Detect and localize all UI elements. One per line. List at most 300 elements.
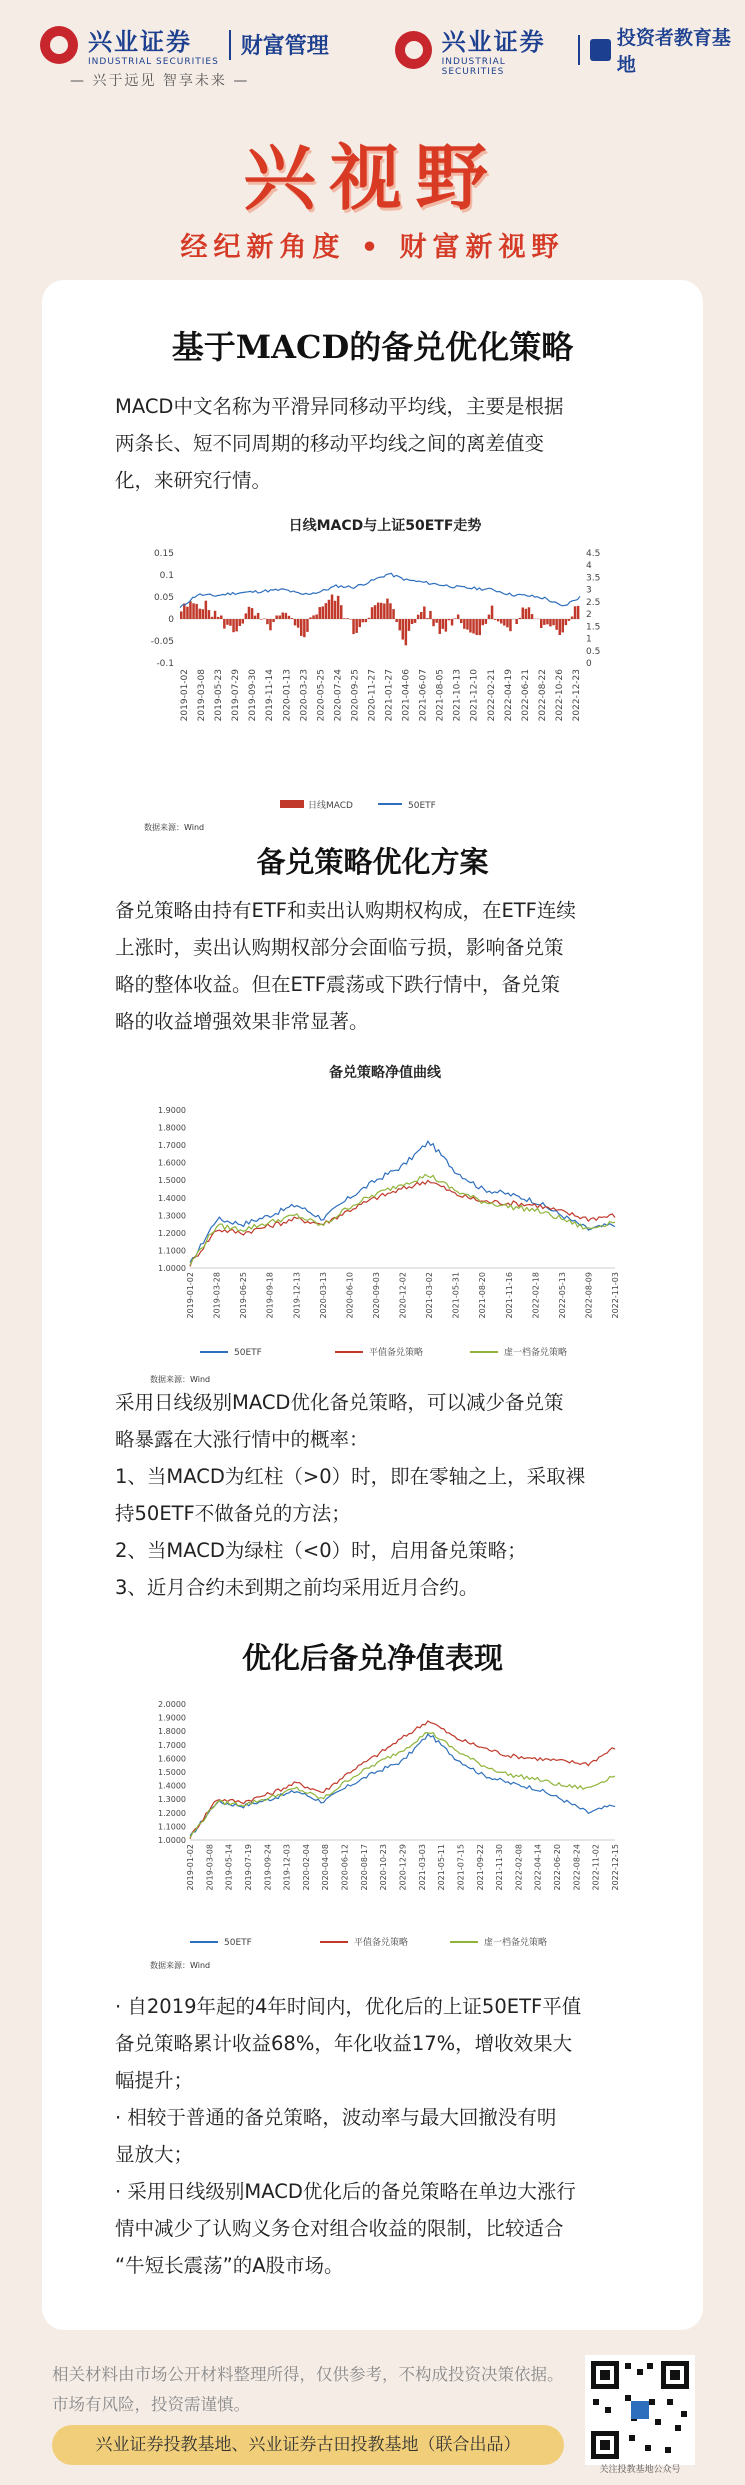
macd-bar bbox=[515, 619, 518, 624]
macd-bar bbox=[482, 619, 485, 625]
x-tick-label: 2021-03-03 bbox=[417, 1844, 427, 1891]
macd-bar bbox=[346, 618, 349, 619]
x-tick bbox=[367, 669, 377, 721]
macd-bar bbox=[451, 619, 454, 626]
macd-bar bbox=[220, 616, 223, 620]
x-tick bbox=[319, 1272, 328, 1319]
chart-title: 日线MACD与上证50ETF走势 bbox=[288, 518, 482, 534]
performance-line: 情中减少了认购义务仓对组合收益的限制，比较适合 bbox=[115, 2217, 564, 2240]
y-tick-label: 1.4000 bbox=[158, 1193, 186, 1203]
method-line: 持50ETF不做备兑的方法； bbox=[115, 1502, 351, 1525]
x-tick-label: 2021-01-27 bbox=[384, 669, 395, 722]
macd-bar bbox=[285, 613, 288, 619]
macd-bar bbox=[377, 603, 380, 619]
x-tick bbox=[505, 1272, 514, 1319]
macd-bar bbox=[257, 613, 260, 619]
macd-bar bbox=[374, 605, 377, 619]
education-icon bbox=[590, 39, 611, 61]
series-line-1 bbox=[190, 1721, 615, 1839]
x-tick bbox=[299, 669, 309, 721]
x-tick-label: 2019-05-23 bbox=[214, 669, 225, 722]
macd-bar bbox=[519, 618, 522, 619]
brand-sub: 投资者教育基地 bbox=[616, 26, 731, 76]
x-tick-label: 2020-10-23 bbox=[379, 1844, 389, 1891]
x-tick bbox=[263, 1844, 272, 1891]
macd-bar bbox=[466, 619, 469, 630]
macd-bar bbox=[315, 615, 318, 620]
series-line-0 bbox=[190, 1141, 615, 1262]
macd-bar bbox=[282, 613, 285, 620]
macd-bar bbox=[408, 619, 411, 631]
macd-bar bbox=[275, 616, 278, 620]
legend-label: 50ETF bbox=[234, 1348, 262, 1358]
left-tick-label: -0.05 bbox=[150, 637, 174, 647]
macd-bar bbox=[266, 619, 269, 624]
section-title-performance: 优化后备兑净值表现 bbox=[241, 1641, 503, 1675]
macd-bar bbox=[568, 619, 571, 621]
intro-paragraph bbox=[115, 388, 643, 499]
series-line-2 bbox=[190, 1733, 615, 1838]
intro-line: MACD中文名称为平滑异同移动平均线，主要是根据 bbox=[115, 395, 564, 418]
macd-bar bbox=[217, 617, 220, 619]
x-tick-label: 2019-03-08 bbox=[197, 669, 208, 722]
x-tick bbox=[213, 1272, 222, 1319]
macd-bar bbox=[485, 619, 488, 624]
x-tick-label: 2019-12-03 bbox=[282, 1844, 292, 1891]
x-tick bbox=[452, 1272, 461, 1319]
brand-mark-icon bbox=[395, 31, 432, 69]
x-tick-label: 2022-04-14 bbox=[533, 1844, 543, 1891]
brand-logo-right bbox=[395, 22, 745, 77]
x-tick bbox=[419, 669, 429, 721]
x-tick-label: 2019-03-28 bbox=[212, 1272, 222, 1319]
x-tick bbox=[292, 1272, 301, 1319]
macd-bar bbox=[226, 619, 229, 625]
macd-bar bbox=[229, 619, 232, 626]
x-tick-label: 2021-03-02 bbox=[425, 1272, 435, 1319]
x-tick bbox=[316, 669, 326, 721]
y-tick-label: 2.0000 bbox=[158, 1700, 186, 1709]
x-tick-label: 2019-11-14 bbox=[265, 669, 276, 722]
macd-bar bbox=[309, 617, 312, 619]
macd-bar bbox=[546, 619, 549, 624]
plan-line: 上涨时，卖出认购期权部分会面临亏损，影响备兑策 bbox=[115, 936, 564, 959]
macd-bar bbox=[528, 607, 531, 619]
intro-line: 两条长、短不同周期的移动平均线之间的离差值变 bbox=[115, 432, 545, 455]
method-line: 3、近月合约未到期之前均采用近月合约。 bbox=[115, 1576, 479, 1599]
x-tick bbox=[437, 1844, 446, 1891]
y-tick-label: 1.8000 bbox=[158, 1123, 186, 1133]
brand-name-en: INDUSTRIAL SECURITIES bbox=[88, 57, 219, 67]
macd-bar bbox=[303, 619, 306, 637]
x-tick-label: 2022-02-18 bbox=[531, 1272, 541, 1319]
x-tick-label: 2021-08-05 bbox=[435, 669, 446, 722]
brand-name: 兴业证券 bbox=[441, 28, 546, 56]
x-tick-label: 2020-02-04 bbox=[301, 1844, 311, 1891]
macd-bar bbox=[297, 619, 300, 628]
x-tick-label: 2020-09-25 bbox=[350, 669, 361, 722]
x-tick bbox=[379, 1844, 388, 1891]
plan-paragraph bbox=[115, 892, 643, 1040]
x-tick-label: 2022-08-22 bbox=[537, 669, 548, 722]
x-tick bbox=[205, 1844, 214, 1891]
x-tick bbox=[345, 1272, 354, 1319]
macd-bar bbox=[435, 619, 438, 623]
macd-bar bbox=[389, 603, 392, 619]
x-tick bbox=[282, 669, 292, 721]
macd-bar bbox=[491, 606, 494, 619]
macd-bar bbox=[340, 605, 343, 619]
y-tick-label: 1.5000 bbox=[158, 1768, 186, 1777]
macd-bar bbox=[571, 617, 574, 620]
macd-bar bbox=[402, 619, 405, 640]
method-line: 略暴露在大涨行情中的概率： bbox=[115, 1428, 369, 1451]
x-tick bbox=[214, 669, 224, 721]
y-tick-label: 1.3000 bbox=[158, 1795, 186, 1805]
x-tick bbox=[385, 669, 395, 721]
macd-bar bbox=[319, 607, 322, 619]
plan-line: 备兑策略由持有ETF和卖出认购期权构成，在ETF连续 bbox=[115, 899, 576, 922]
macd-bar bbox=[232, 619, 235, 632]
x-tick bbox=[470, 669, 480, 722]
macd-bar bbox=[359, 619, 362, 627]
header bbox=[0, 0, 745, 95]
x-tick-label: 2021-07-15 bbox=[456, 1844, 466, 1891]
right-tick-label: 2.5 bbox=[586, 597, 601, 608]
chart-net-value-svg bbox=[140, 1082, 630, 1392]
macd-bar bbox=[506, 619, 509, 627]
x-tick bbox=[553, 1844, 562, 1891]
x-tick bbox=[531, 1272, 540, 1319]
macd-bar bbox=[552, 619, 555, 625]
x-tick-label: 2022-04-19 bbox=[503, 669, 514, 722]
x-tick bbox=[558, 1272, 567, 1319]
macd-bar bbox=[368, 618, 371, 619]
macd-bar bbox=[420, 612, 423, 619]
y-tick-label: 1.3000 bbox=[158, 1211, 186, 1221]
right-tick-label: 0 bbox=[586, 659, 592, 669]
macd-bar bbox=[497, 619, 500, 621]
macd-bar bbox=[411, 619, 414, 624]
macd-bar bbox=[460, 619, 463, 623]
x-tick-label: 2022-11-02 bbox=[591, 1844, 601, 1891]
macd-bar bbox=[251, 608, 254, 619]
x-tick-label: 2020-12-29 bbox=[398, 1844, 408, 1891]
y-tick-label: 1.2000 bbox=[158, 1808, 186, 1818]
left-tick-label: -0.1 bbox=[156, 659, 174, 669]
legend-label: 虚一档备兑策略 bbox=[484, 1938, 548, 1948]
x-tick bbox=[372, 1272, 381, 1319]
x-tick bbox=[302, 1844, 311, 1891]
macd-bar bbox=[189, 601, 192, 619]
x-tick bbox=[244, 1844, 253, 1891]
macd-bar bbox=[479, 619, 482, 635]
macd-bar bbox=[214, 611, 217, 619]
series-line-0 bbox=[190, 1734, 615, 1836]
performance-line: · 相较于普通的备兑策略，波动率与最大回撤没有明 bbox=[115, 2106, 557, 2129]
left-tick-label: 0.05 bbox=[153, 593, 174, 603]
macd-bar bbox=[525, 609, 528, 619]
x-tick-label: 2022-12-23 bbox=[572, 669, 582, 722]
macd-bar bbox=[180, 611, 183, 619]
x-tick bbox=[239, 1272, 248, 1319]
performance-line: 幅提升； bbox=[115, 2069, 194, 2092]
chart-net-value bbox=[140, 1062, 630, 1392]
macd-bar bbox=[386, 599, 389, 619]
macd-bar bbox=[414, 619, 417, 623]
x-tick-label: 2021-05-11 bbox=[437, 1844, 447, 1891]
x-tick bbox=[333, 669, 343, 722]
macd-bar bbox=[522, 608, 525, 620]
method-line: 采用日线级别MACD优化备兑策略，可以减少备兑策 bbox=[115, 1391, 564, 1414]
legend-label: 虚一档备兑策略 bbox=[504, 1348, 568, 1358]
x-tick bbox=[180, 669, 190, 721]
right-tick-label: 4.5 bbox=[586, 549, 601, 559]
chart-optimized-svg bbox=[140, 1690, 630, 1975]
x-tick bbox=[611, 1844, 620, 1891]
x-tick bbox=[555, 669, 565, 722]
macd-bar bbox=[186, 607, 189, 619]
macd-bar bbox=[269, 619, 272, 630]
macd-bar bbox=[405, 619, 408, 645]
x-tick-label: 2022-06-21 bbox=[520, 669, 531, 722]
x-tick-label: 2020-03-23 bbox=[299, 669, 310, 722]
macd-method-paragraph bbox=[115, 1384, 643, 1606]
y-tick-label: 1.5000 bbox=[158, 1176, 186, 1186]
x-tick-label: 2021-09-22 bbox=[475, 1844, 485, 1891]
x-tick-label: 2022-10-26 bbox=[554, 669, 565, 722]
x-tick bbox=[514, 1844, 523, 1891]
macd-bar bbox=[355, 619, 358, 633]
x-tick-label: 2021-11-16 bbox=[504, 1272, 514, 1319]
macd-bar bbox=[555, 619, 558, 630]
macd-bar bbox=[235, 619, 238, 631]
x-tick bbox=[592, 1844, 601, 1891]
x-tick bbox=[476, 1844, 485, 1891]
chart-source: 数据来源：Wind bbox=[150, 1961, 211, 1970]
x-tick bbox=[197, 669, 207, 722]
macd-bar bbox=[423, 607, 426, 620]
x-tick bbox=[572, 1844, 581, 1891]
y-tick-label: 1.9000 bbox=[158, 1713, 186, 1723]
x-tick bbox=[572, 669, 582, 721]
x-tick-label: 2021-08-20 bbox=[478, 1272, 488, 1319]
x-tick bbox=[402, 669, 412, 722]
macd-bar bbox=[260, 619, 263, 620]
macd-bar bbox=[417, 615, 420, 619]
method-line: 1、当MACD为红柱（>0）时，即在零轴之上，采取裸 bbox=[115, 1465, 586, 1488]
x-tick-label: 2019-01-02 bbox=[186, 1272, 195, 1319]
brand-sub: 财富管理 bbox=[240, 34, 329, 59]
right-tick-label: 3.5 bbox=[586, 573, 601, 584]
legend-label: 平值备兑策略 bbox=[354, 1938, 409, 1948]
macd-bar bbox=[242, 619, 245, 624]
x-tick bbox=[478, 1272, 487, 1319]
x-tick-label: 2019-09-24 bbox=[263, 1844, 273, 1891]
x-tick-label: 2020-03-13 bbox=[318, 1272, 328, 1319]
legend-label: 平值备兑策略 bbox=[369, 1348, 424, 1358]
right-tick-label: 1 bbox=[586, 634, 592, 645]
x-tick bbox=[418, 1844, 427, 1891]
macd-bar bbox=[503, 619, 506, 626]
y-tick-label: 1.9000 bbox=[158, 1106, 186, 1115]
y-tick-label: 1.0000 bbox=[158, 1836, 186, 1845]
x-tick-label: 2020-04-08 bbox=[321, 1844, 331, 1891]
chart-source: 数据来源：Wind bbox=[144, 823, 205, 832]
macd-bar bbox=[399, 619, 402, 630]
x-tick-label: 2019-12-13 bbox=[292, 1272, 302, 1319]
x-tick bbox=[453, 669, 463, 721]
x-tick bbox=[534, 1844, 543, 1891]
y-tick-label: 1.7000 bbox=[158, 1141, 186, 1151]
right-tick-label: 0.5 bbox=[586, 646, 601, 657]
x-tick-label: 2020-06-10 bbox=[345, 1272, 355, 1319]
x-tick bbox=[341, 1844, 350, 1891]
chart-macd-50etf bbox=[140, 515, 630, 850]
macd-bar bbox=[288, 616, 291, 619]
macd-bar bbox=[337, 596, 340, 619]
x-tick-label: 2020-09-03 bbox=[371, 1272, 381, 1319]
macd-bar bbox=[352, 619, 355, 634]
x-tick-label: 2021-06-07 bbox=[418, 669, 429, 722]
macd-bar bbox=[509, 619, 512, 631]
legend-label: 50ETF bbox=[408, 801, 436, 811]
right-tick-label: 1.5 bbox=[586, 622, 601, 633]
x-tick bbox=[399, 1844, 408, 1891]
x-tick bbox=[504, 669, 514, 722]
macd-bar bbox=[205, 601, 208, 619]
macd-bar bbox=[445, 619, 448, 632]
left-tick-label: 0.15 bbox=[153, 549, 174, 559]
x-tick-label: 2019-01-02 bbox=[180, 669, 190, 722]
x-tick bbox=[487, 669, 497, 721]
article-title: 基于MACD的备兑优化策略 bbox=[171, 328, 574, 366]
macd-bar bbox=[328, 600, 331, 619]
macd-bar bbox=[494, 619, 497, 620]
macd-bar bbox=[380, 603, 383, 619]
macd-bar bbox=[208, 610, 211, 619]
performance-line: 备兑策略累计收益68%，年化收益17%，增收效果大 bbox=[115, 2032, 573, 2055]
chart-title: 备兑策略净值曲线 bbox=[329, 1065, 441, 1081]
y-tick-label: 1.1000 bbox=[158, 1246, 186, 1256]
x-tick-label: 2019-05-14 bbox=[224, 1844, 234, 1891]
right-tick-label: 2 bbox=[586, 610, 592, 621]
plan-line: 略的收益增强效果非常显著。 bbox=[115, 1010, 369, 1033]
x-tick-label: 2021-04-06 bbox=[401, 669, 412, 722]
x-tick bbox=[186, 1844, 195, 1891]
macd-bar bbox=[202, 609, 205, 619]
macd-bar bbox=[199, 609, 202, 619]
right-tick-label: 4 bbox=[586, 561, 592, 572]
macd-bar bbox=[426, 618, 429, 619]
macd-bar bbox=[248, 607, 251, 619]
macd-bar bbox=[559, 619, 562, 635]
macd-bar bbox=[272, 619, 275, 622]
legend-label: 日线MACD bbox=[308, 801, 353, 811]
x-tick-label: 2022-08-24 bbox=[572, 1844, 582, 1891]
macd-bar bbox=[343, 618, 346, 619]
macd-bar bbox=[349, 619, 352, 620]
macd-bar bbox=[291, 618, 294, 619]
macd-bar bbox=[562, 619, 565, 632]
performance-line: “牛短长震荡”的A股市场。 bbox=[115, 2254, 344, 2277]
macd-bar bbox=[500, 619, 503, 624]
macd-bar bbox=[395, 619, 398, 622]
x-tick-label: 2021-10-13 bbox=[452, 669, 463, 722]
macd-bar bbox=[192, 603, 195, 619]
qr-caption: 关注投教基地公众号 bbox=[599, 2465, 681, 2475]
macd-bar bbox=[429, 611, 432, 619]
y-tick-label: 1.7000 bbox=[158, 1740, 186, 1750]
etf-line bbox=[180, 573, 580, 607]
macd-bar bbox=[549, 619, 552, 626]
x-tick bbox=[360, 1844, 369, 1891]
x-tick bbox=[186, 1272, 195, 1319]
macd-bar bbox=[239, 619, 242, 626]
macd-bar bbox=[263, 619, 266, 620]
x-tick bbox=[611, 1272, 620, 1319]
co-produced-band: 兴业证券投教基地、兴业证券古田投教基地（联合出品） bbox=[52, 2425, 564, 2465]
y-tick-label: 1.2000 bbox=[158, 1228, 186, 1238]
macd-bar bbox=[540, 619, 543, 628]
legend-label: 50ETF bbox=[224, 1938, 252, 1948]
macd-bar bbox=[565, 619, 568, 625]
macd-bar bbox=[574, 606, 577, 619]
macd-bar bbox=[312, 615, 315, 619]
x-tick-label: 2022-05-13 bbox=[557, 1272, 567, 1319]
y-tick-label: 1.1000 bbox=[158, 1822, 186, 1832]
x-tick-label: 2022-02-08 bbox=[514, 1844, 524, 1891]
x-tick-label: 2019-09-18 bbox=[265, 1272, 275, 1319]
x-tick bbox=[350, 669, 360, 721]
x-tick bbox=[231, 669, 241, 722]
brand-slogan: — 兴于远见 智享未来 — bbox=[70, 73, 250, 89]
macd-bar bbox=[322, 606, 325, 619]
x-tick-label: 2022-06-20 bbox=[553, 1844, 563, 1891]
macd-bar bbox=[279, 616, 282, 620]
performance-line: · 自2019年起的4年时间内，优化后的上证50ETF平值 bbox=[115, 1995, 582, 2018]
x-tick-label: 2020-05-25 bbox=[316, 669, 327, 722]
x-tick bbox=[248, 669, 258, 722]
brand-divider bbox=[578, 35, 580, 65]
hero-title: 兴视野 bbox=[243, 135, 502, 220]
macd-bar bbox=[454, 618, 457, 619]
performance-line: 显放大； bbox=[115, 2143, 194, 2166]
brand-mark-icon bbox=[40, 26, 78, 64]
macd-bar bbox=[463, 619, 466, 629]
macd-bar bbox=[306, 619, 309, 632]
x-tick bbox=[456, 1844, 465, 1891]
x-tick-label: 2021-12-10 bbox=[469, 669, 480, 722]
macd-bar bbox=[195, 604, 198, 619]
x-tick-label: 2020-12-02 bbox=[398, 1272, 408, 1319]
brand-name-en: INDUSTRIAL SECURITIES bbox=[441, 57, 506, 77]
x-tick-label: 2020-07-24 bbox=[333, 669, 344, 722]
section-title-plan: 备兑策略优化方案 bbox=[256, 845, 489, 879]
macd-bar bbox=[488, 615, 491, 619]
x-tick-label: 2022-11-03 bbox=[611, 1272, 620, 1319]
x-tick bbox=[425, 1272, 434, 1319]
x-tick bbox=[265, 669, 275, 722]
left-tick-label: 0.1 bbox=[159, 571, 174, 581]
x-tick bbox=[538, 669, 548, 721]
macd-bar bbox=[183, 604, 186, 620]
macd-bar bbox=[254, 616, 256, 619]
method-line: 2、当MACD为绿柱（<0）时，启用备兑策略； bbox=[115, 1539, 527, 1562]
macd-bar bbox=[294, 619, 297, 625]
performance-paragraph bbox=[115, 1988, 643, 2284]
macd-bar bbox=[211, 617, 214, 619]
